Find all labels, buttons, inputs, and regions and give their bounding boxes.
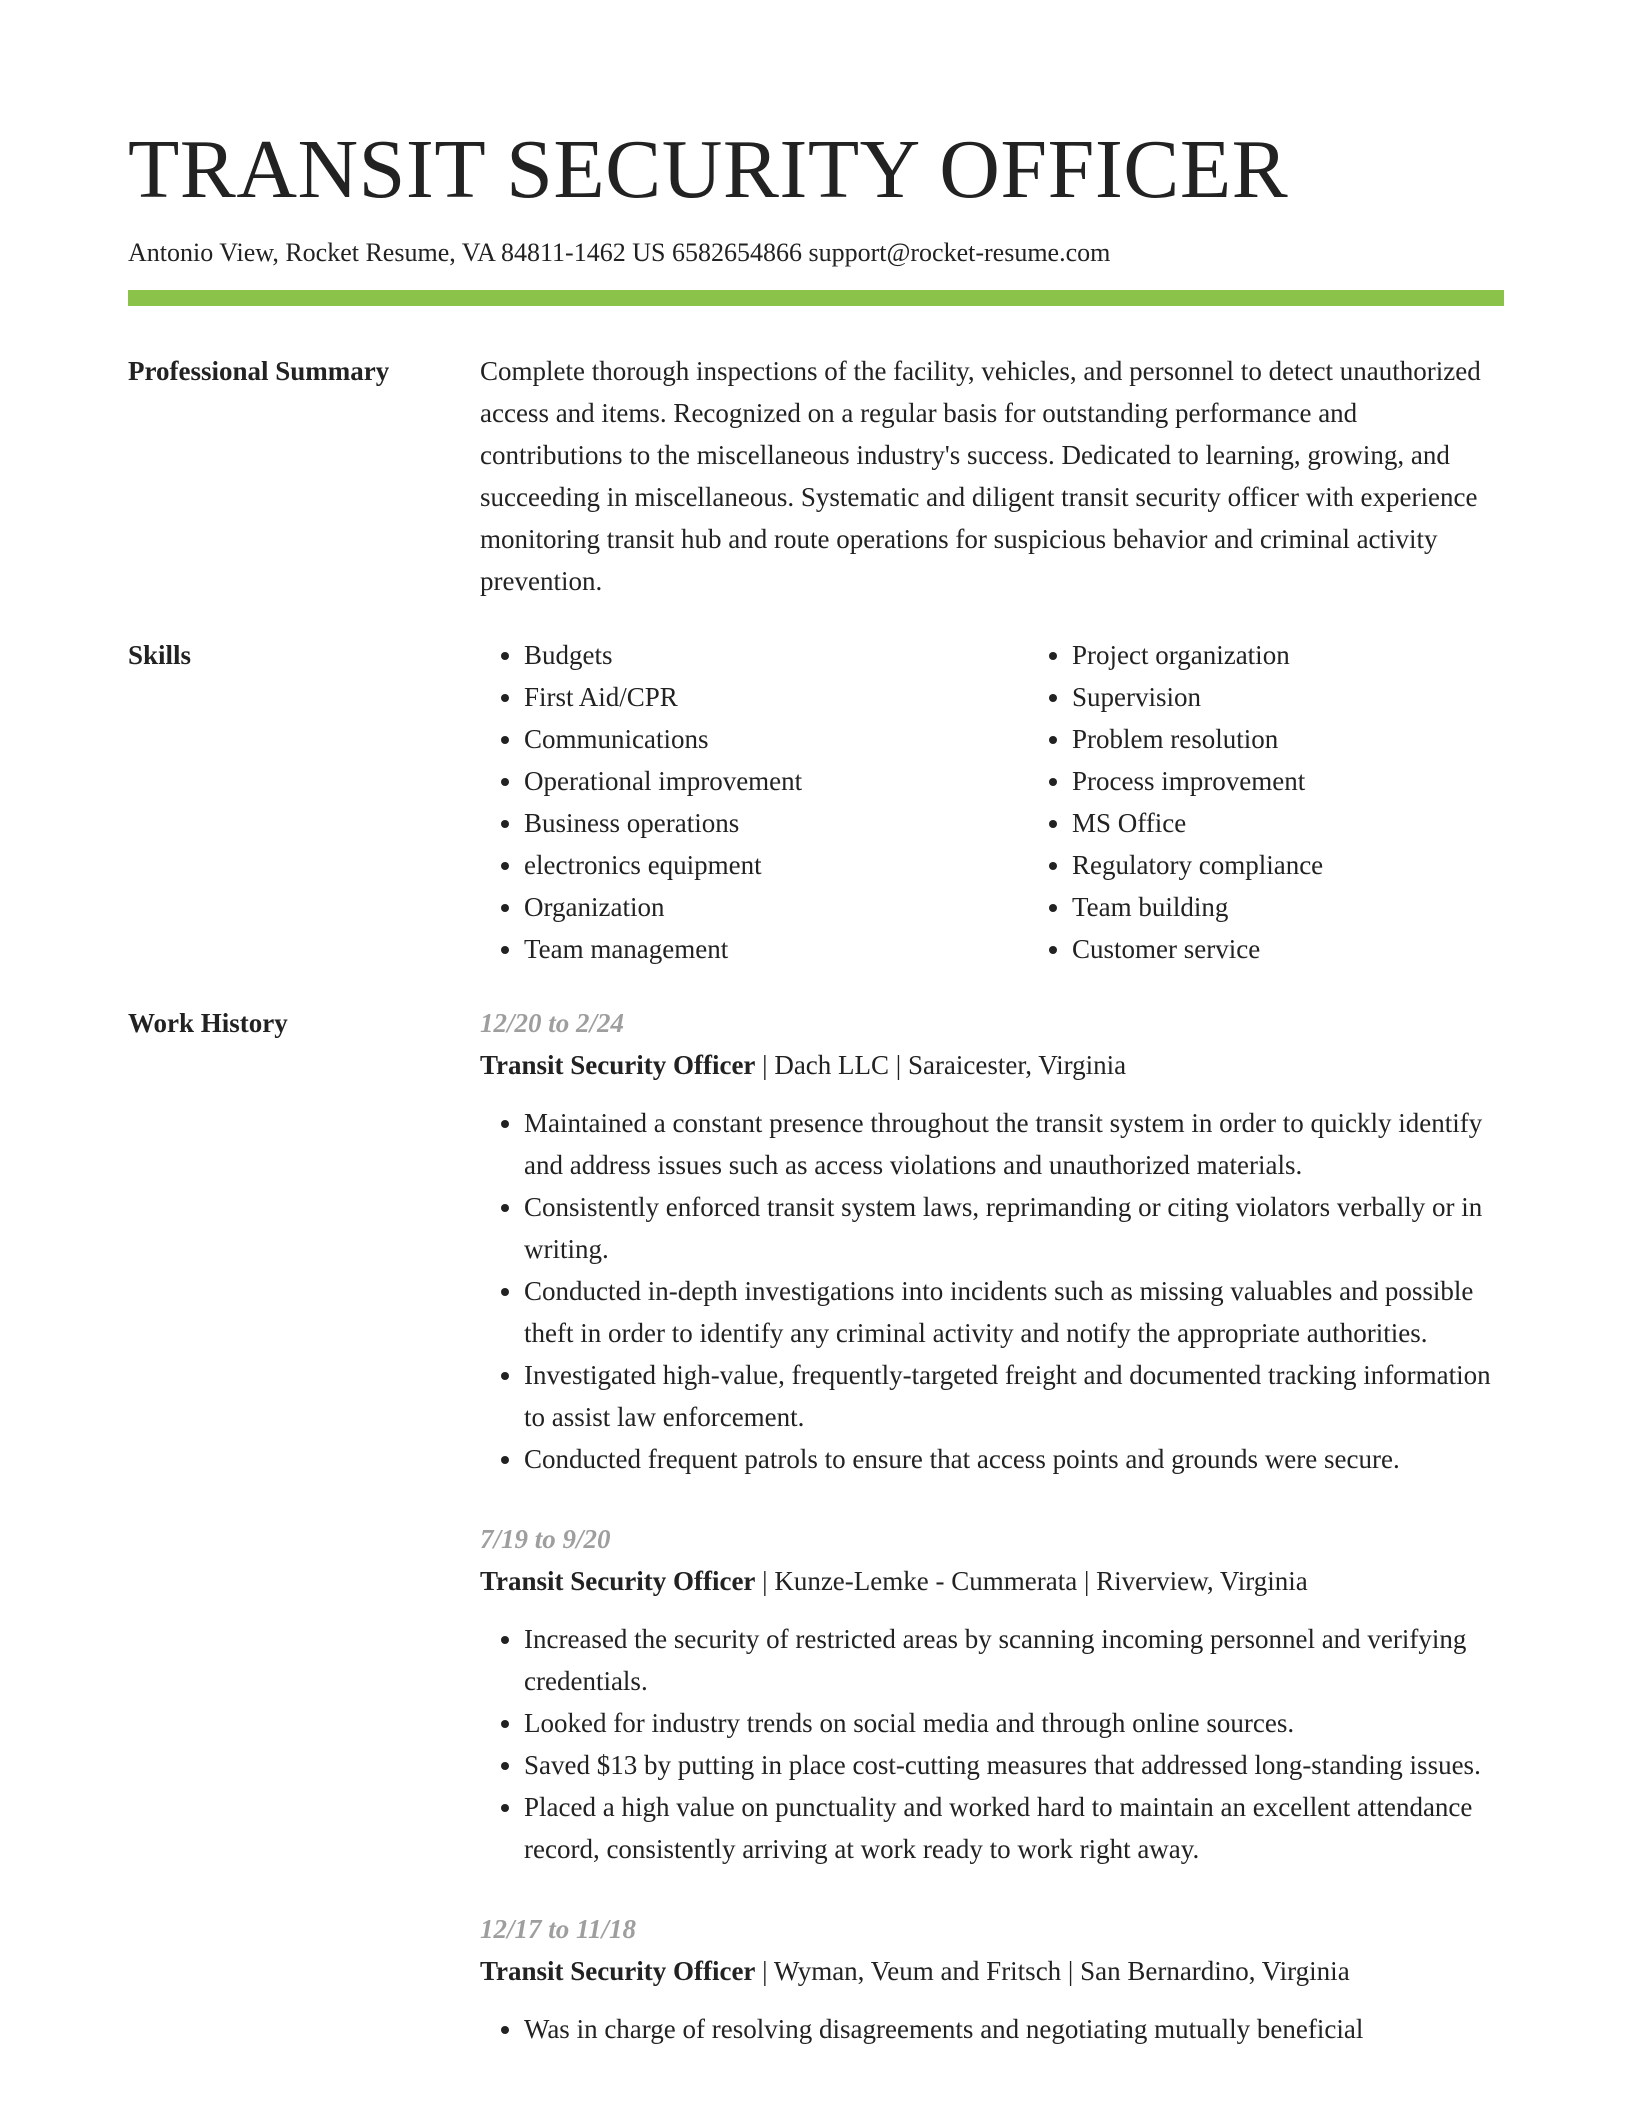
skill-item: • MS Office	[1072, 802, 1576, 844]
job-duties-list	[480, 1102, 1504, 1480]
professional-summary-section	[128, 350, 1504, 602]
job-duty: • Increased the security of restricted areas by scanning incoming personnel and verifying credentials.	[524, 1618, 1504, 1702]
job-duties-list	[480, 1618, 1504, 1870]
skill-item: • electronics equipment	[524, 844, 1028, 886]
job-duty: • Investigated high-value, frequently-targeted freight and documented tracking information to assist law enforcement.	[524, 1354, 1504, 1438]
skill-item: • Operational improvement	[524, 760, 1028, 802]
skill-item: • Organization	[524, 886, 1028, 928]
job-title: Transit Security Officer	[480, 1956, 756, 1986]
job-duties-list	[480, 2008, 1504, 2050]
job-heading	[480, 1950, 1504, 1992]
skill-item: • Problem resolution	[1072, 718, 1576, 760]
job-entry	[480, 1002, 1504, 1480]
job-duty: • Conducted in-depth investigations into incidents such as missing valuables and possible theft in order to identify any criminal activity and notify the appropriate authorities.	[524, 1270, 1504, 1354]
header-divider	[128, 290, 1504, 306]
job-duty: • Consistently enforced transit system laws, reprimanding or citing violators verbally or in writing.	[524, 1186, 1504, 1270]
job-duty: • Was in charge of resolving disagreements and negotiating mutually beneficial	[524, 2008, 1504, 2050]
skill-item: • Project organization	[1072, 634, 1576, 676]
job-title: Transit Security Officer	[480, 1566, 756, 1596]
skill-item: • First Aid/CPR	[524, 676, 1028, 718]
skill-item: • Process improvement	[1072, 760, 1576, 802]
summary-body	[480, 350, 1504, 602]
skills-section	[128, 634, 1504, 970]
skill-item: • Communications	[524, 718, 1028, 760]
job-duty: • Looked for industry trends on social media and through online sources.	[524, 1702, 1504, 1744]
skill-item: • Business operations	[524, 802, 1028, 844]
resume-page	[128, 0, 1504, 2088]
skill-item: • Supervision	[1072, 676, 1576, 718]
section-title-summary: Professional Summary	[128, 356, 390, 386]
skill-item: • Customer service	[1072, 928, 1576, 970]
section-title-skills: Skills	[128, 640, 192, 670]
job-entry	[480, 1908, 1504, 2050]
contact-info: Antonio View, Rocket Resume, VA 84811-1462 US 6582654866 support@rocket-resume.com	[128, 238, 1111, 267]
job-heading	[480, 1044, 1504, 1086]
job-duty: • Conducted frequent patrols to ensure that access points and grounds were secure.	[524, 1438, 1504, 1480]
job-entry	[480, 1518, 1504, 1870]
job-title: Transit Security Officer	[480, 1050, 756, 1080]
skills-list-left	[480, 634, 1028, 970]
work-history-section	[128, 1002, 1504, 2088]
job-employer-location: | Dach LLC | Saraicester, Virginia	[755, 1050, 1127, 1080]
summary-text: Complete thorough inspections of the facility, vehicles, and personnel to detect unauthorized access and items. Recognized on a regular basis for outstanding performance and contributions to the miscellaneous industry's success. Dedicated to learning, growing, and succeeding in miscellaneous. Systematic and diligent transit security officer with experience monitoring transit hub and route operations for suspicious behavior and criminal activity prevention.	[480, 356, 1481, 596]
job-dates: 12/20 to 2/24	[480, 1008, 625, 1038]
job-employer-location: | Kunze-Lemke - Cummerata | Riverview, Virginia	[755, 1566, 1308, 1596]
section-title-work-history: Work History	[128, 1008, 288, 1038]
job-duty: • Saved $13 by putting in place cost-cutting measures that addressed long-standing issues.	[524, 1744, 1504, 1786]
job-dates: 12/17 to 11/18	[480, 1914, 637, 1944]
work-history-body	[480, 1002, 1504, 2088]
job-heading	[480, 1560, 1504, 1602]
skill-item: • Team building	[1072, 886, 1576, 928]
job-employer-location: | Wyman, Veum and Fritsch | San Bernardino, Virginia	[755, 1956, 1350, 1986]
job-duty: • Maintained a constant presence throughout the transit system in order to quickly identify and address issues such as access violations and unauthorized materials.	[524, 1102, 1504, 1186]
skill-item: • Budgets	[524, 634, 1028, 676]
skill-item: • Team management	[524, 928, 1028, 970]
job-duty: • Placed a high value on punctuality and worked hard to maintain an excellent attendance record, consistently arriving at work ready to work right away.	[524, 1786, 1504, 1870]
job-dates: 7/19 to 9/20	[480, 1524, 611, 1554]
skill-item: • Regulatory compliance	[1072, 844, 1576, 886]
skills-list-right	[1028, 634, 1576, 970]
resume-title: TRANSIT SECURITY OFFICER	[128, 123, 1289, 216]
skills-columns	[480, 634, 1576, 970]
